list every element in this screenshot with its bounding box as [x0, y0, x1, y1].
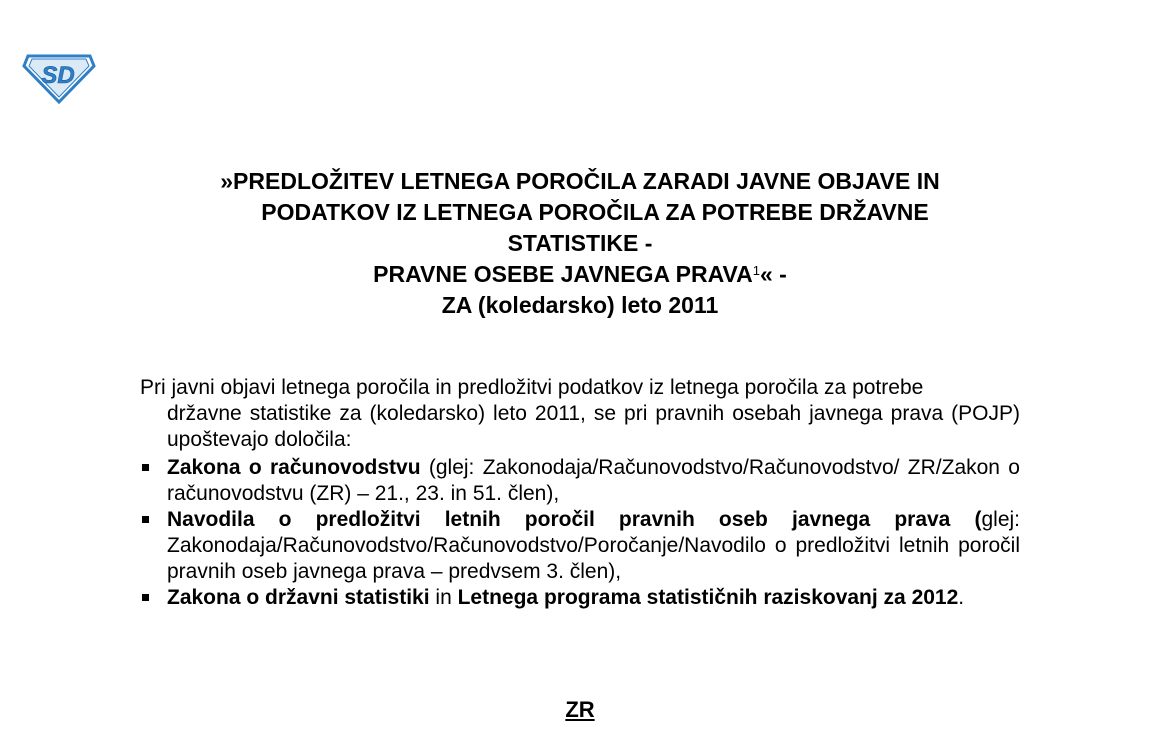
intro-rest: državne statistike za (koledarsko) leto 2011, se pri pravnih osebah javnega prava (POJP) upoštevajo določila: [167, 402, 1020, 451]
title-line-5: ZA (koledarsko) leto 2011 [441, 292, 719, 318]
intro-first-line: Pri javni objavi letnega poročila in predložitvi podatkov iz letnega poročila za potrebe [140, 376, 924, 399]
list-item [140, 455, 1020, 507]
intro-paragraph [140, 375, 1020, 453]
list-item [140, 585, 1020, 611]
list-item [140, 507, 1020, 585]
program-name: Letnega programa statističnih raziskovanj za 2012 [457, 586, 959, 609]
law-name: Navodila o predložitvi letnih poročil pravnih oseb javnega prava ( [167, 508, 982, 531]
document-title [140, 166, 1020, 321]
law-name: Zakona o državni statistiki [167, 586, 430, 609]
svg-text:SD: SD [41, 62, 75, 89]
regulation-list [140, 455, 1020, 611]
law-name: Zakona o računovodstvu [167, 456, 421, 479]
title-line-4 [140, 259, 1020, 290]
law-reference: (glej: Zakonodaja/Računovodstvo/Računovodstvo/ ZR/Zakon o računovodstvu (ZR) – 21., 23. in 51. člen), [167, 456, 1020, 505]
conjunction: in [429, 586, 458, 609]
sd-shield-logo-icon [22, 50, 96, 104]
section-heading: ZR [565, 697, 595, 722]
title-line-4-end: « - [759, 261, 787, 287]
footnote-marker[interactable]: 1 [752, 263, 760, 278]
title-line-1: »PREDLOŽITEV LETNEGA POROČILA ZARADI JAVNE OBJAVE IN [220, 168, 940, 194]
title-line-4-text: PRAVNE OSEBE JAVNEGA PRAVA [373, 261, 753, 287]
law-reference: glej: Zakonodaja/Računovodstvo/Računovodstvo/Poročanje/Navodilo o predložitvi letnih poročil pravnih oseb javnega prava – predvsem 3. člen), [167, 508, 1020, 583]
title-line-2: PODATKOV IZ LETNEGA POROČILA ZA POTREBE DRŽAVNE [261, 199, 929, 225]
law-reference: . [958, 586, 965, 609]
title-line-3: STATISTIKE - [507, 230, 653, 256]
